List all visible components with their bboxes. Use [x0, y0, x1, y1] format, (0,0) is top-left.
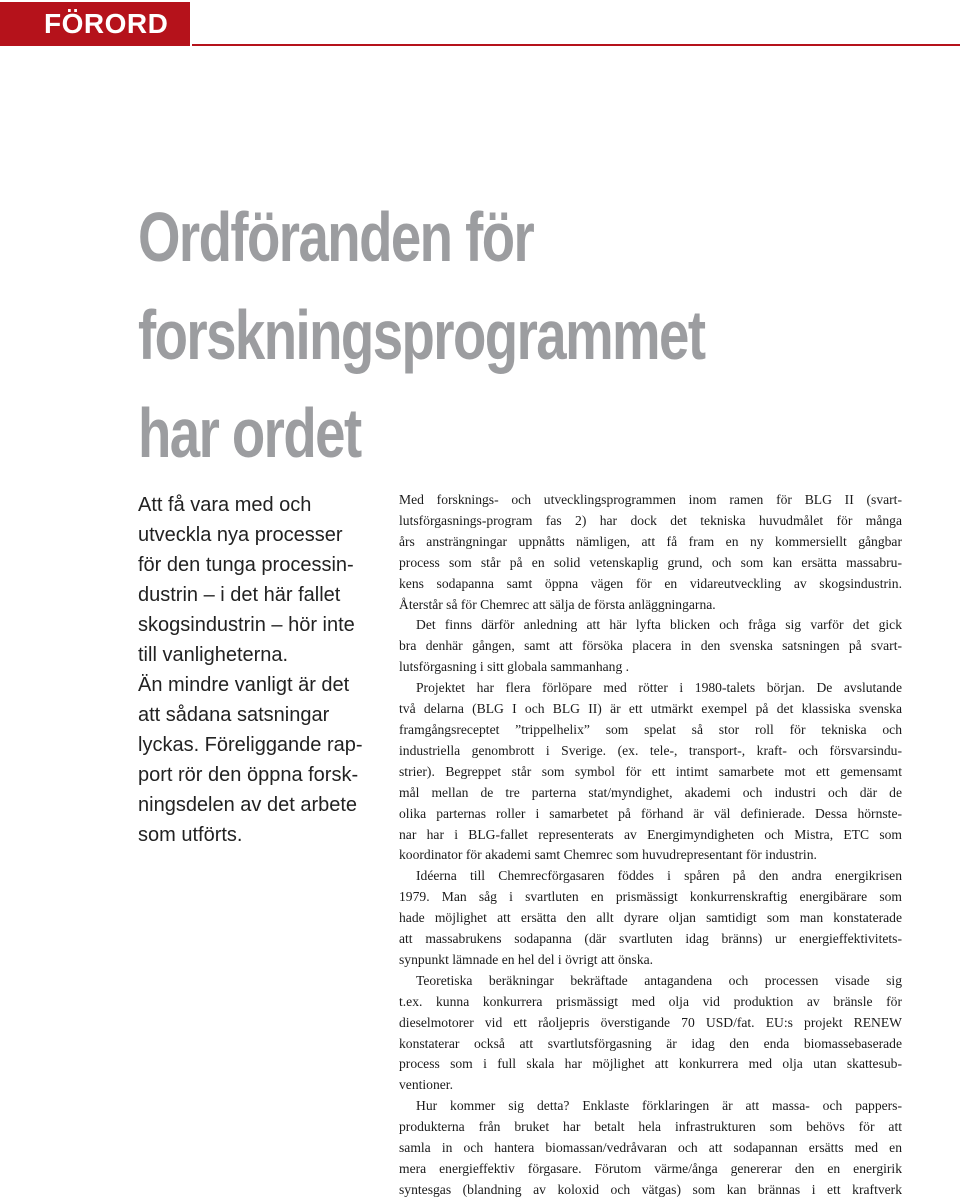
- body-line: Teoretiska beräkningar bekräftade antagandena och processen visade sig: [416, 972, 902, 988]
- body-line: process som i full skala har möjlighet att konkurrera med olja utan skattesub-: [399, 1056, 902, 1072]
- lead-line: Än mindre vanligt är det: [138, 674, 350, 696]
- body-line: 1979. Man såg i svartluten en prismässigt konkurrenskraftig energibärare som: [399, 889, 902, 905]
- body-line: kens sodapanna samt öppna vägen för en vidareutveckling av skogsindustrin.: [399, 575, 902, 591]
- lead-line: utveckla nya processer: [138, 524, 343, 546]
- body-line: strier). Begreppet står som symbol för ett intimt samarbete mot ett gemensamt: [399, 763, 902, 779]
- body-line: Projektet har flera förlöpare med rötter i 1980-talets början. De avslutande: [416, 680, 902, 696]
- body-line: konstaterar också att svartlutsförgasning är idag den enda biomassebaserade: [399, 1035, 902, 1051]
- page-title: [138, 188, 762, 482]
- lead-line: Att få vara med och: [138, 494, 312, 516]
- body-line: lutsförgasning i sitt globala sammanhang .: [399, 659, 630, 675]
- body-line: bra denhär gången, samt att försöka placera in den svenska satsningen på svart-: [399, 638, 902, 654]
- lead-line: dustrin – i det här fallet: [138, 584, 341, 606]
- body-line: mera energieffektiv förgasare. Förutom värme/ånga genererar den en energirik: [399, 1161, 902, 1176]
- body-line: två delarna (BLG I och BLG II) är ett utmärkt exempel på det klassiska svenska: [399, 701, 902, 717]
- title-line: forskningsprogrammet: [138, 296, 705, 374]
- body-line: process som står på en solid vetenskaplig grund, och som kan ersätta massabru-: [399, 554, 902, 570]
- section-label: FÖRORD: [44, 8, 169, 39]
- body-line: att massabrukens sodapanna (där svartluten idag bränns) ur energieffektivitets-: [399, 931, 902, 947]
- body-line: Återstår så för Chemrec att sälja de första anläggningarna.: [399, 596, 716, 612]
- body-line: lutsförgasnings-program fas 2) har dock det tekniska huvudmålet för många: [399, 512, 902, 528]
- body-line: koordinator för akademi samt Chemrec som huvudrepresentant för industrin.: [399, 847, 817, 863]
- body-line: mål mellan de tre parterna stat/myndighet, akademi och industri och där de: [399, 784, 902, 800]
- body-text: [399, 490, 902, 1201]
- lead-line: som utförts.: [138, 824, 243, 846]
- lead-line: port rör den öppna forsk-: [138, 764, 359, 786]
- body-line: industriella genombrott i Sverige. (ex. tele-, transport-, kraft- och försvarsindu-: [399, 742, 902, 758]
- body-line: t.ex. kunna konkurrera prismässigt med olja vid produktion av bränsle för: [399, 993, 902, 1009]
- body-line: produkterna från bruket har betalt hela infrastrukturen som behövs för att: [399, 1119, 902, 1135]
- title-line: har ordet: [138, 394, 361, 472]
- body-line: Med forsknings- och utvecklingsprogrammen inom ramen för BLG II (svart-: [399, 492, 902, 507]
- banner-stripe: [192, 44, 960, 46]
- body-line: Idéerna till Chemrecförgasaren föddes i spåren på den andra energikrisen: [416, 868, 902, 884]
- lead-line: till vanligheterna.: [138, 644, 289, 666]
- body-line: samla in och hantera biomassan/vedråvaran och att sodapannan ersätts med en: [399, 1140, 902, 1156]
- lead-line: att sådana satsningar: [138, 704, 330, 726]
- body-line: dieselmotorer vid ett råoljepris överstigande 70 USD/fat. EU:s projekt RENEW: [399, 1014, 902, 1030]
- lead-line: för den tunga processin-: [138, 554, 354, 576]
- lead-paragraph: [138, 490, 368, 850]
- body-line: olika parternas roller i samarbetet på förhand är väl definierade. Dessa hörnste-: [399, 805, 902, 821]
- body-line: nar har i BLG-fallet representerats av Energimyndigheten och Mistra, ETC som: [399, 826, 902, 842]
- lead-line: lyckas. Föreliggande rap-: [138, 734, 363, 756]
- lead-line: ningsdelen av det arbete: [138, 794, 358, 816]
- section-banner: [0, 0, 960, 48]
- body-line: syntesgas (blandning av koloxid och vätgas) som kan brännas i ett kraftverk: [399, 1181, 902, 1197]
- body-line: framgångsreceptet ”trippelhelix” som spelat så stor roll för tekniska och: [399, 721, 902, 737]
- body-line: Hur kommer sig detta? Enklaste förklaringen är att massa- och pappers-: [416, 1098, 902, 1114]
- body-line: Det finns därför anledning att här lyfta blicken och fråga sig varför det gick: [416, 617, 902, 633]
- lead-line: skogsindustrin – hör inte: [138, 614, 355, 636]
- body-line: ventioner.: [399, 1077, 453, 1093]
- body-line: års ansträngningar uppnåtts nämligen, att få fram en ny kommersiellt gångbar: [399, 533, 902, 549]
- title-line: Ordföranden för: [138, 198, 534, 276]
- body-line: hade möjlighet att ersätta den allt dyrare oljan samtidigt som man konstaterade: [399, 910, 902, 926]
- body-line: synpunkt lämnade en hel del i övrigt att önska.: [399, 951, 654, 967]
